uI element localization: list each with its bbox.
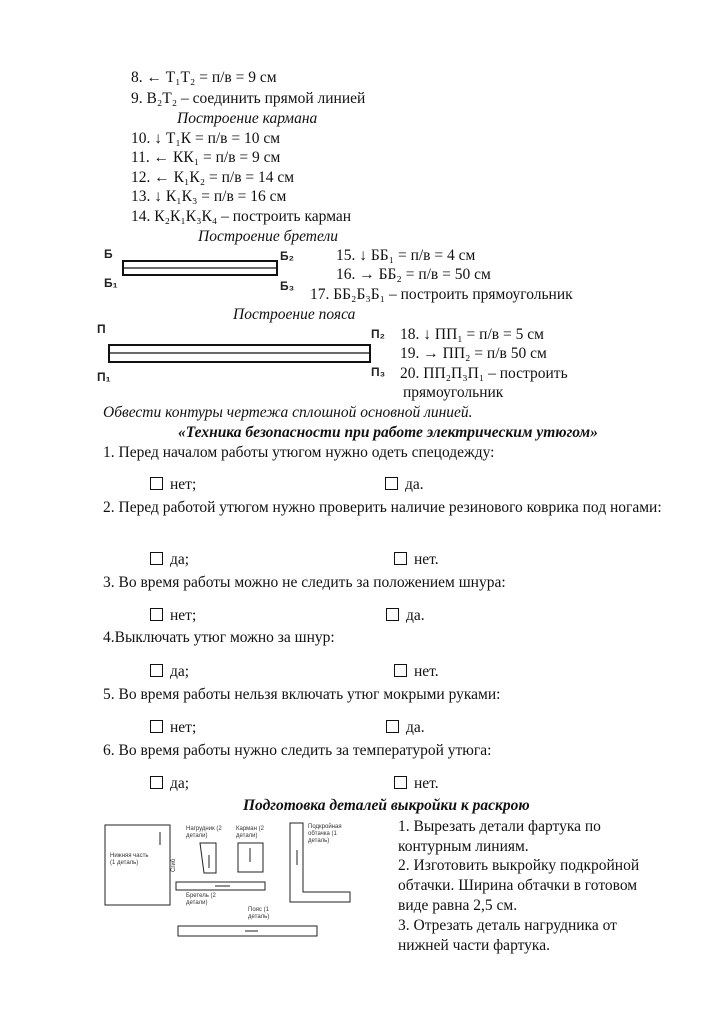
point-b: Б <box>104 247 113 261</box>
step-9: 9. В₂Т₂ – соединить прямой линией <box>131 90 366 107</box>
cutting-line-7: нижней части фартука. <box>398 937 550 954</box>
option-label: да; <box>170 775 190 792</box>
option-label: да; <box>170 551 190 568</box>
bib-piece <box>200 843 216 873</box>
step-20: 20. ПП₂П₃П₁ – построить <box>400 365 568 382</box>
step-18: 18. ↓ ПП₁ = п/в = 5 см <box>400 326 544 343</box>
step-8: 8. ← T₁T₂ = п/в = 9 см <box>131 69 277 86</box>
question-3: 3. Во время работы можно не следить за положением шнура: <box>103 574 506 591</box>
point-b2: Б₂ <box>280 249 294 263</box>
label-bib: Нагрудник (2 детали) <box>186 826 222 839</box>
step-17: 17. ББ₂Б₃Б₁ – построить прямоугольник <box>310 286 573 303</box>
step-19: 19. → ПП₂ = п/в 50 см <box>400 345 547 362</box>
cutting-line-5: виде равна 2,5 см. <box>398 897 518 914</box>
point-p2: П₂ <box>371 327 385 341</box>
cutting-line-6: 3. Отрезать деталь нагрудника от <box>398 917 617 934</box>
label-facing: Подкройная обтачка (1 деталь) <box>308 824 342 844</box>
cutting-line-1: 1. Вырезать детали фартука по <box>398 818 601 835</box>
option-label: нет; <box>170 607 197 624</box>
safety-title: «Техника безопасности при работе электрическим утюгом» <box>178 424 598 441</box>
point-p1: П₁ <box>97 370 111 384</box>
point-p3: П₃ <box>371 365 386 379</box>
point-p: П <box>97 322 106 336</box>
question-4: 4.Выключать утюг можно за шнур: <box>103 629 335 646</box>
option-label: да. <box>406 607 425 624</box>
cutting-title: Подготовка деталей выкройки к раскрою <box>243 797 530 814</box>
cutting-line-3: 2. Изготовить выкройку подкройной <box>398 857 640 874</box>
label-strap: Бретель (2 детали) <box>186 893 216 906</box>
option-label: да. <box>405 476 424 493</box>
cutting-line-4: обтачки. Ширина обтачки в готовом <box>398 877 638 894</box>
step-12: 12. ← К₁К₂ = п/в = 14 см <box>131 169 295 186</box>
option-label: да. <box>406 719 425 736</box>
strap-heading: Построение бретели <box>198 228 339 245</box>
point-b1: Б₁ <box>104 276 118 290</box>
step-14: 14. К₂К₁К₃К₄ – построить карман <box>131 208 352 225</box>
step-10: 10. ↓ Т₁К = п/в = 10 см <box>131 130 281 147</box>
belt-heading: Построение пояса <box>233 306 356 323</box>
step-16: 16. → ББ₂ = п/в = 50 см <box>336 266 491 283</box>
label-belt: Пояс (1 деталь) <box>248 907 270 920</box>
step-11: 11. ← КК₁ = п/в = 9 см <box>131 149 281 166</box>
question-2: 2. Перед работой утюгом нужно проверить наличие резинового коврика под ногами: <box>103 499 662 516</box>
point-b3: Б₃ <box>280 279 295 293</box>
label-fold: Сгиб <box>171 858 177 872</box>
step-20-cont: прямоугольник <box>403 384 504 401</box>
label-bottom-part: Нижняя часть (1 деталь) <box>110 853 149 866</box>
option-label: нет; <box>170 476 197 493</box>
question-6: 6. Во время работы нужно следить за температурой утюга: <box>103 742 492 759</box>
step-13: 13. ↓ К₁К₃ = п/в = 16 см <box>131 188 287 205</box>
question-1: 1. Перед началом работы утюгом нужно одеть спецодежду: <box>103 444 495 461</box>
question-5: 5. Во время работы нельзя включать утюг мокрыми руками: <box>103 686 501 703</box>
option-label: нет. <box>414 775 439 792</box>
cutting-line-2: контурным линиям. <box>398 838 529 855</box>
label-pocket: Карман (2 детали) <box>236 826 264 839</box>
pocket-heading: Построение кармана <box>177 110 318 127</box>
option-label: нет. <box>414 663 439 680</box>
option-label: нет. <box>414 551 439 568</box>
step-15: 15. ↓ ББ₁ = п/в = 4 см <box>336 247 476 264</box>
outline-note: Обвести контуры чертежа сплошной основной линией. <box>103 404 473 421</box>
option-label: да; <box>170 663 190 680</box>
option-label: нет; <box>170 719 197 736</box>
